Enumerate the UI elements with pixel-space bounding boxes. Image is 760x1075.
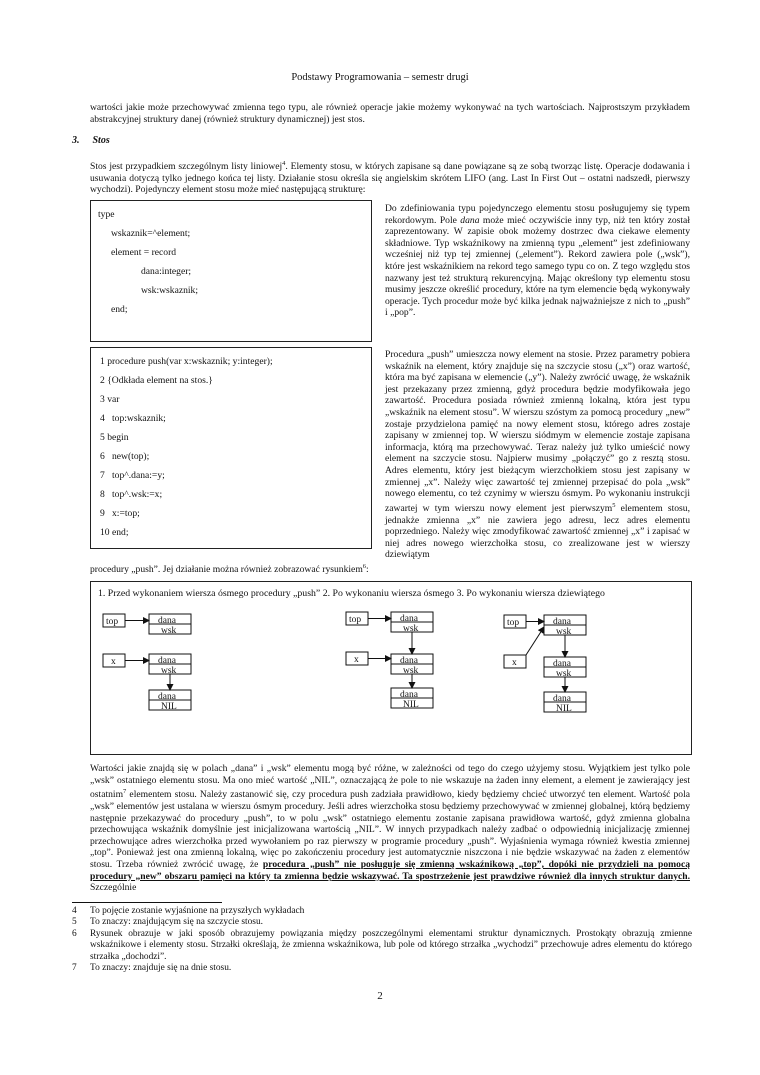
push-code-box xyxy=(90,347,372,549)
push-tail-a: procedury „push”. Jej działanie można również zobrazować rysunkiem xyxy=(90,564,363,576)
dana-label: dana xyxy=(158,692,176,702)
top-label: top xyxy=(106,617,119,627)
footnote-number: 4 xyxy=(72,906,77,916)
footnote xyxy=(72,963,692,974)
footnote-number: 6 xyxy=(72,928,77,939)
footnote-ref-5: 5 xyxy=(612,501,616,509)
code-line: 7 top^.dana:=y; xyxy=(100,470,165,481)
type-desc-a: Do zdefiniowania typu pojedynczego elementu stosu posługujemy się typem rekordowym. Pole xyxy=(385,203,690,226)
wsk-label: wsk xyxy=(161,666,177,676)
type-desc-b: może mieć oczywiście inny typ, niż ten który został zaprezentowany. W zapisie obok możemy dostrzec dwa ciekawe elementy składniowe. Typ wskaźnikowy na zmienną typu „element” jest zdefiniowany wcześniej niż typ tej zmiennej („element”). Rekord zawiera pole („wsk”), które jest wskaźnikiem na rekord tego samego typu co on. Z tego względu stos nazwany jest też strukturą rekurencyjną. Mając określony typ elementu stosu musimy jeszcze określić procedury, które na tym elemencie będą wykonywały operacje. Tych procedur może być kilka jednak najważniejsze z nich to „push” i „pop”. xyxy=(385,214,690,319)
x-label: x xyxy=(111,657,116,667)
footnote-text: To znaczy: znajduje się na dnie stosu. xyxy=(90,963,232,974)
diagram-title: 1. Przed wykonaniem wiersza ósmego procedury „push” 2. Po wykonaniu wiersza ósmego 3. Po wykonaniu wiersza dziewiątego xyxy=(98,588,605,599)
type-code-box xyxy=(90,200,372,342)
footnote-number: 5 xyxy=(72,917,77,928)
stack-diagram-box xyxy=(90,581,692,755)
dana-label: dana xyxy=(553,694,571,704)
code-line: dana:integer; xyxy=(141,266,192,277)
diagram-state-3 xyxy=(504,615,586,714)
code-line: type xyxy=(98,209,115,220)
dana-label: dana xyxy=(400,614,418,624)
diagram-state-2 xyxy=(346,612,433,710)
code-line: 1 procedure push(var x:wskaznik; y:integer); xyxy=(100,356,273,367)
nil-label: NIL xyxy=(403,700,419,710)
code-line: wskaznik=^element; xyxy=(111,228,191,239)
running-header: Podstawy Programowania – semestr drugi xyxy=(291,72,469,83)
main-text-c: Szczególnie xyxy=(90,882,137,894)
para1-text-b: . Elementy stosu, w których zapisane są dane powiązane są ze sobą tworząc listę. Operacje dodawania i usuwania dotyczą tylko jednego końca tej listy. Działanie stosu określa się angielskim skrótem LIFO (ang. Last In First Out – ostatni nadszedł, pierwszy wychodzi). Pojedynczy element stosu może mieć następującą strukturę: xyxy=(90,161,690,196)
top-label: top xyxy=(349,615,362,625)
page-number: 2 xyxy=(377,990,383,1002)
code-line: 4 top:wskaznik; xyxy=(100,413,166,424)
footnote xyxy=(72,917,692,928)
code-line: 8 top^.wsk:=x; xyxy=(100,489,163,500)
stack-definition-paragraph xyxy=(90,158,690,196)
x-label: x xyxy=(512,658,517,668)
footnote-ref-6: 6 xyxy=(362,563,367,570)
nil-label: NIL xyxy=(556,704,572,714)
footnote-text: To znaczy: znajdującym się na szczycie stosu. xyxy=(90,917,263,928)
section-title: Stos xyxy=(92,135,110,146)
dana-label: dana xyxy=(158,616,176,626)
type-desc-em: dana xyxy=(460,214,480,226)
wsk-label: wsk xyxy=(556,669,572,679)
code-line: element = record xyxy=(111,247,177,258)
nil-label: NIL xyxy=(161,702,177,712)
code-line: 3 var xyxy=(100,394,120,405)
wsk-label: wsk xyxy=(403,624,419,634)
push-desc-a: Procedura „push” umieszcza nowy element na stosie. Przez parametry pobiera wskaźnik na element, który znajduje się na szczycie stosu („x”) oraz wartość, która ma być zapisana w elemencie („y”). Należy zwrócić uwagę, że wskaźnik jest przekazany przez zmienną, gdyż procedura będzie modyfikowała jego zawartość. Procedura posiada również zmienną lokalną, która jest typu „wskaźnik na element stosu”. W wierszu szóstym za pomocą procedury „new” zostaje przydzielona pamięć na nowy element stosu, którego adres zostaje zapisany w zmiennej top. W wierszu siódmym w elemencie zostaje zapisana informacja, którą ma przechowywać. Teraz należy już tylko umieścić nowy element na szczycie stosu. Najpierw musimy „połączyć” go z resztą stosu. Adres elementu, który jest bieżącym wierzchołkiem stosu jest zapisany w zmiennej „x”. Należy więc zawartość tej zmiennej przepisać do pola „wsk” nowego elementu, co też czynimy w wierszu ósmym. Po wykonaniu instrukcji zawartej w tym wierszu nowy element jest pierwszym xyxy=(385,349,690,514)
push-tail-b: : xyxy=(366,564,369,576)
footnote xyxy=(72,906,692,917)
wsk-label: wsk xyxy=(161,626,177,636)
section-number: 3. xyxy=(72,135,80,146)
footnote xyxy=(72,929,692,963)
dana-label: dana xyxy=(400,656,418,666)
dana-label: dana xyxy=(158,656,176,666)
type-description xyxy=(385,203,690,319)
main-paragraph xyxy=(90,763,690,894)
footnote-ref-7: 7 xyxy=(123,788,127,796)
dana-label: dana xyxy=(400,690,418,700)
diagram-state-1 xyxy=(103,614,191,712)
footnote-text: To pojęcie zostanie wyjaśnione na przyszłych wykładach xyxy=(90,906,305,916)
stack-diagram xyxy=(91,582,691,754)
intro-paragraph: wartości jakie może przechowywać zmienna tego typu, ale również operacje jakie możemy wykonywać na tych wartościach. Najprostszym przykładem abstrakcyjnej struktury danej (również struktury dynamicznej) jest stos. xyxy=(90,102,690,125)
code-line: 5 begin xyxy=(100,432,129,443)
code-line: 10 end; xyxy=(100,527,129,538)
footnote-ref-4: 4 xyxy=(282,160,286,167)
x-label: x xyxy=(354,655,359,665)
footnote-text: Rysunek obrazuje w jaki sposób obrazujemy powiązania między poszczególnymi elementami struktur dynamicznych. Prostokąty obrazują zmienne wskaźnikowe i elementy stosu. Strzałki określają, że zmienna wskaźnikowa, lub pole od którego strzałka „wychodzi” przechowuje adres elementu do którego strzałka „dochodzi”. xyxy=(90,928,692,962)
push-tail-line xyxy=(90,561,690,576)
footnotes xyxy=(72,906,692,974)
footnote-separator xyxy=(72,902,222,903)
code-line: 6 new(top); xyxy=(100,451,150,462)
wsk-label: wsk xyxy=(403,666,419,676)
code-line: 2 {Odkłada element na stos.} xyxy=(100,375,213,386)
section-heading xyxy=(72,135,110,146)
code-line: wsk:wskaznik; xyxy=(141,285,199,296)
main-text-emphasis: procedura „push” nie posługuje się zmienną wskaźnikową „top”, dopóki nie przydzieli na pomocą procedury „new” obszaru pamięci na który ta zmienna będzie wskazywać. Ta spostrzeżenie jest prawdziwe również dla innych struktur danych. xyxy=(90,858,691,882)
wsk-label: wsk xyxy=(556,627,572,637)
main-text-b: elementem stosu. Należy zastanowić się, czy procedura push zadziała prawidłowo, kiedy będziemy chcieć utworzyć ten element. Wartość pola „wsk” elementów jest ustalana w wierszu ósmym procedury. Jeśli adres wierzchołka stosu będziemy przechowywać w zmiennej globalnej, którą będziemy następnie przekazywać do procedury „push”, to w polu „wsk” ostatniego elementu zostanie zapisana prawidłowa wartość, gdyż zmienna globalna przechowująca wskaźnik domyślnie jest inicjalizowana wartością „NIL”. W innych przypadkach należy zadbać o odpowiednią inicjalizację zmiennej przechowujące adres wierzchołka przed wywołaniem po raz pierwszy w programie procedury „push”. Wyjaśnienia wymaga również kwestia zmiennej „top”. Ponieważ jest ona zmienną lokalną, więc po zakończeniu procedury jest automatycznie niszczona i nie będzie wskazywać na żaden z elementów stosu. Trzeba również zwrócić uwagę, że xyxy=(90,789,690,870)
push-description xyxy=(385,349,690,561)
footnote-number: 7 xyxy=(72,963,77,974)
dana-label: dana xyxy=(553,659,571,669)
code-line: end; xyxy=(111,304,128,315)
push-desc-b: elementem stosu, jednakże zmienna „x” nie zawiera jego adresu, lecz adres elementu poprzedniego. Należy więc zmodyfikować zawartość zmiennej „x” i zapisać w niej adres nowego wierzchołka stosu, co zrealizowane jest w wierszy dziewiątym xyxy=(385,502,690,561)
para1-text-a: Stos jest przypadkiem szczególnym listy liniowej xyxy=(90,161,283,173)
code-line: 9 x:=top; xyxy=(100,508,140,519)
top-label: top xyxy=(507,618,520,628)
main-text-a: Wartości jakie znajdą się w polach „dana” i „wsk” elementu mogą być różne, w zależności od tego do czego użyjemy stosu. Wyjątkiem jest tylko pole „wsk” ostatniego elementu stosu. Ma ono mieć wartość „NIL”, oznaczającą że pole to nie wskazuje na żaden inny element, a element je zawierający jest ostatnim xyxy=(90,763,690,801)
dana-label: dana xyxy=(553,617,571,627)
